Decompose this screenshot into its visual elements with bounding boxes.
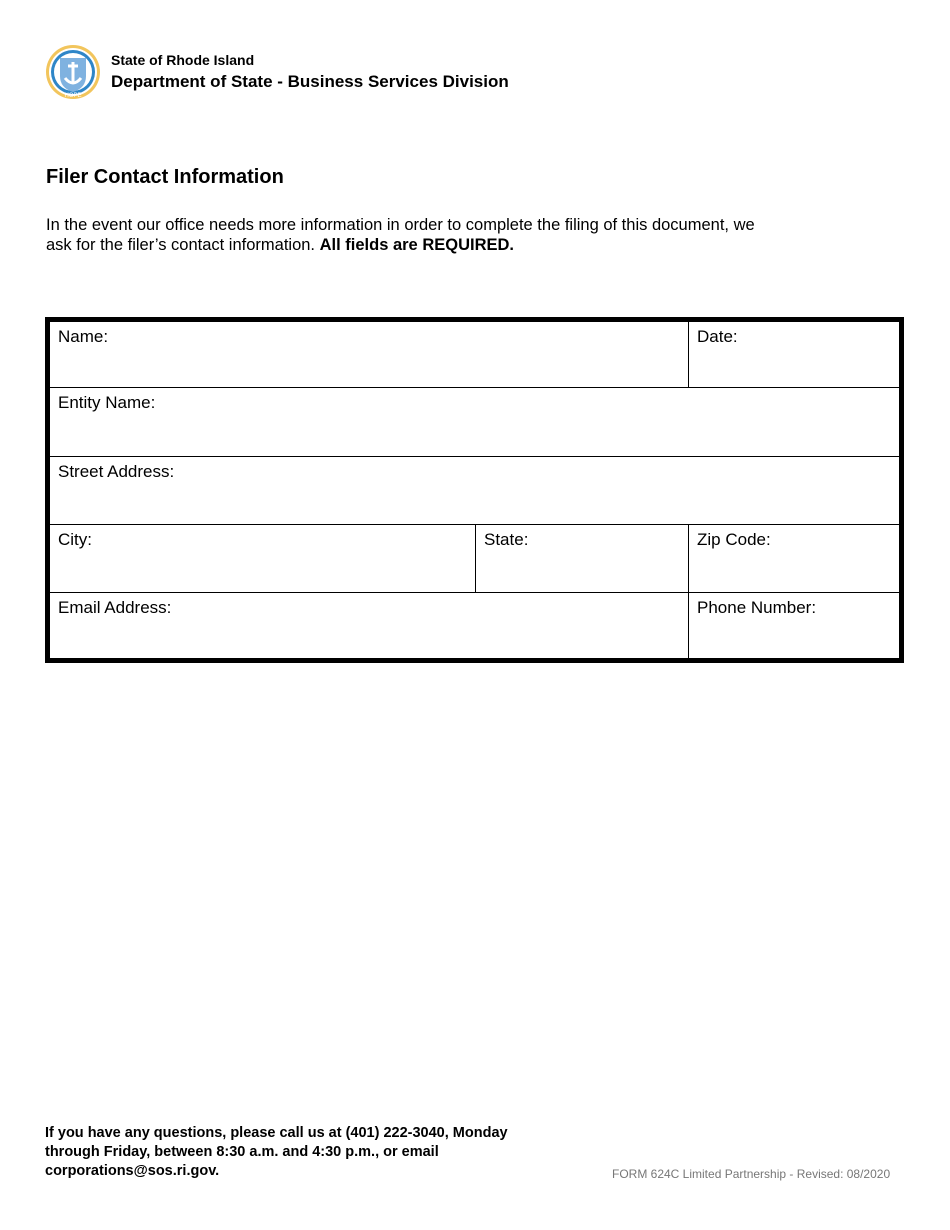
- date-field[interactable]: [689, 322, 899, 387]
- city-field[interactable]: [50, 525, 475, 592]
- street-address-field[interactable]: [50, 457, 899, 524]
- state-label: State:: [484, 530, 529, 549]
- intro-body: In the event our office needs more information in order to complete the filing of this document, we ask for the filer’s contact information.: [46, 216, 755, 254]
- email-address-label: Email Address:: [58, 598, 172, 617]
- header-department: Department of State - Business Services Division: [111, 72, 509, 91]
- name-field[interactable]: [50, 322, 688, 387]
- intro-text: [46, 215, 766, 255]
- footer-contact-text: If you have any questions, please call us at (401) 222-3040, Monday through Friday, between 8:30 a.m. and 4:30 p.m., or email corporations@sos.ri.gov.: [45, 1125, 508, 1179]
- entity-name-field[interactable]: [50, 388, 899, 456]
- page-title: Filer Contact Information: [46, 166, 284, 188]
- form-identifier: FORM 624C Limited Partnership - Revised: 08/2020: [612, 1167, 891, 1181]
- header-state: State of Rhode Island: [111, 52, 255, 68]
- entity-name-label: Entity Name:: [58, 393, 156, 412]
- phone-number-field[interactable]: [689, 593, 899, 658]
- email-address-field[interactable]: [50, 593, 688, 658]
- name-label: Name:: [58, 327, 109, 346]
- street-address-label: Street Address:: [58, 462, 175, 481]
- city-label: City:: [58, 530, 92, 549]
- zip-code-label: Zip Code:: [697, 530, 771, 549]
- intro-required: All fields are REQUIRED.: [319, 236, 514, 254]
- zip-code-field[interactable]: [689, 525, 899, 592]
- rhode-island-seal-logo: [45, 44, 101, 100]
- state-field[interactable]: [476, 525, 688, 592]
- filer-contact-form: [45, 317, 904, 663]
- svg-text:HOPE: HOPE: [64, 93, 82, 99]
- phone-number-label: Phone Number:: [697, 598, 817, 617]
- date-label: Date:: [697, 327, 738, 346]
